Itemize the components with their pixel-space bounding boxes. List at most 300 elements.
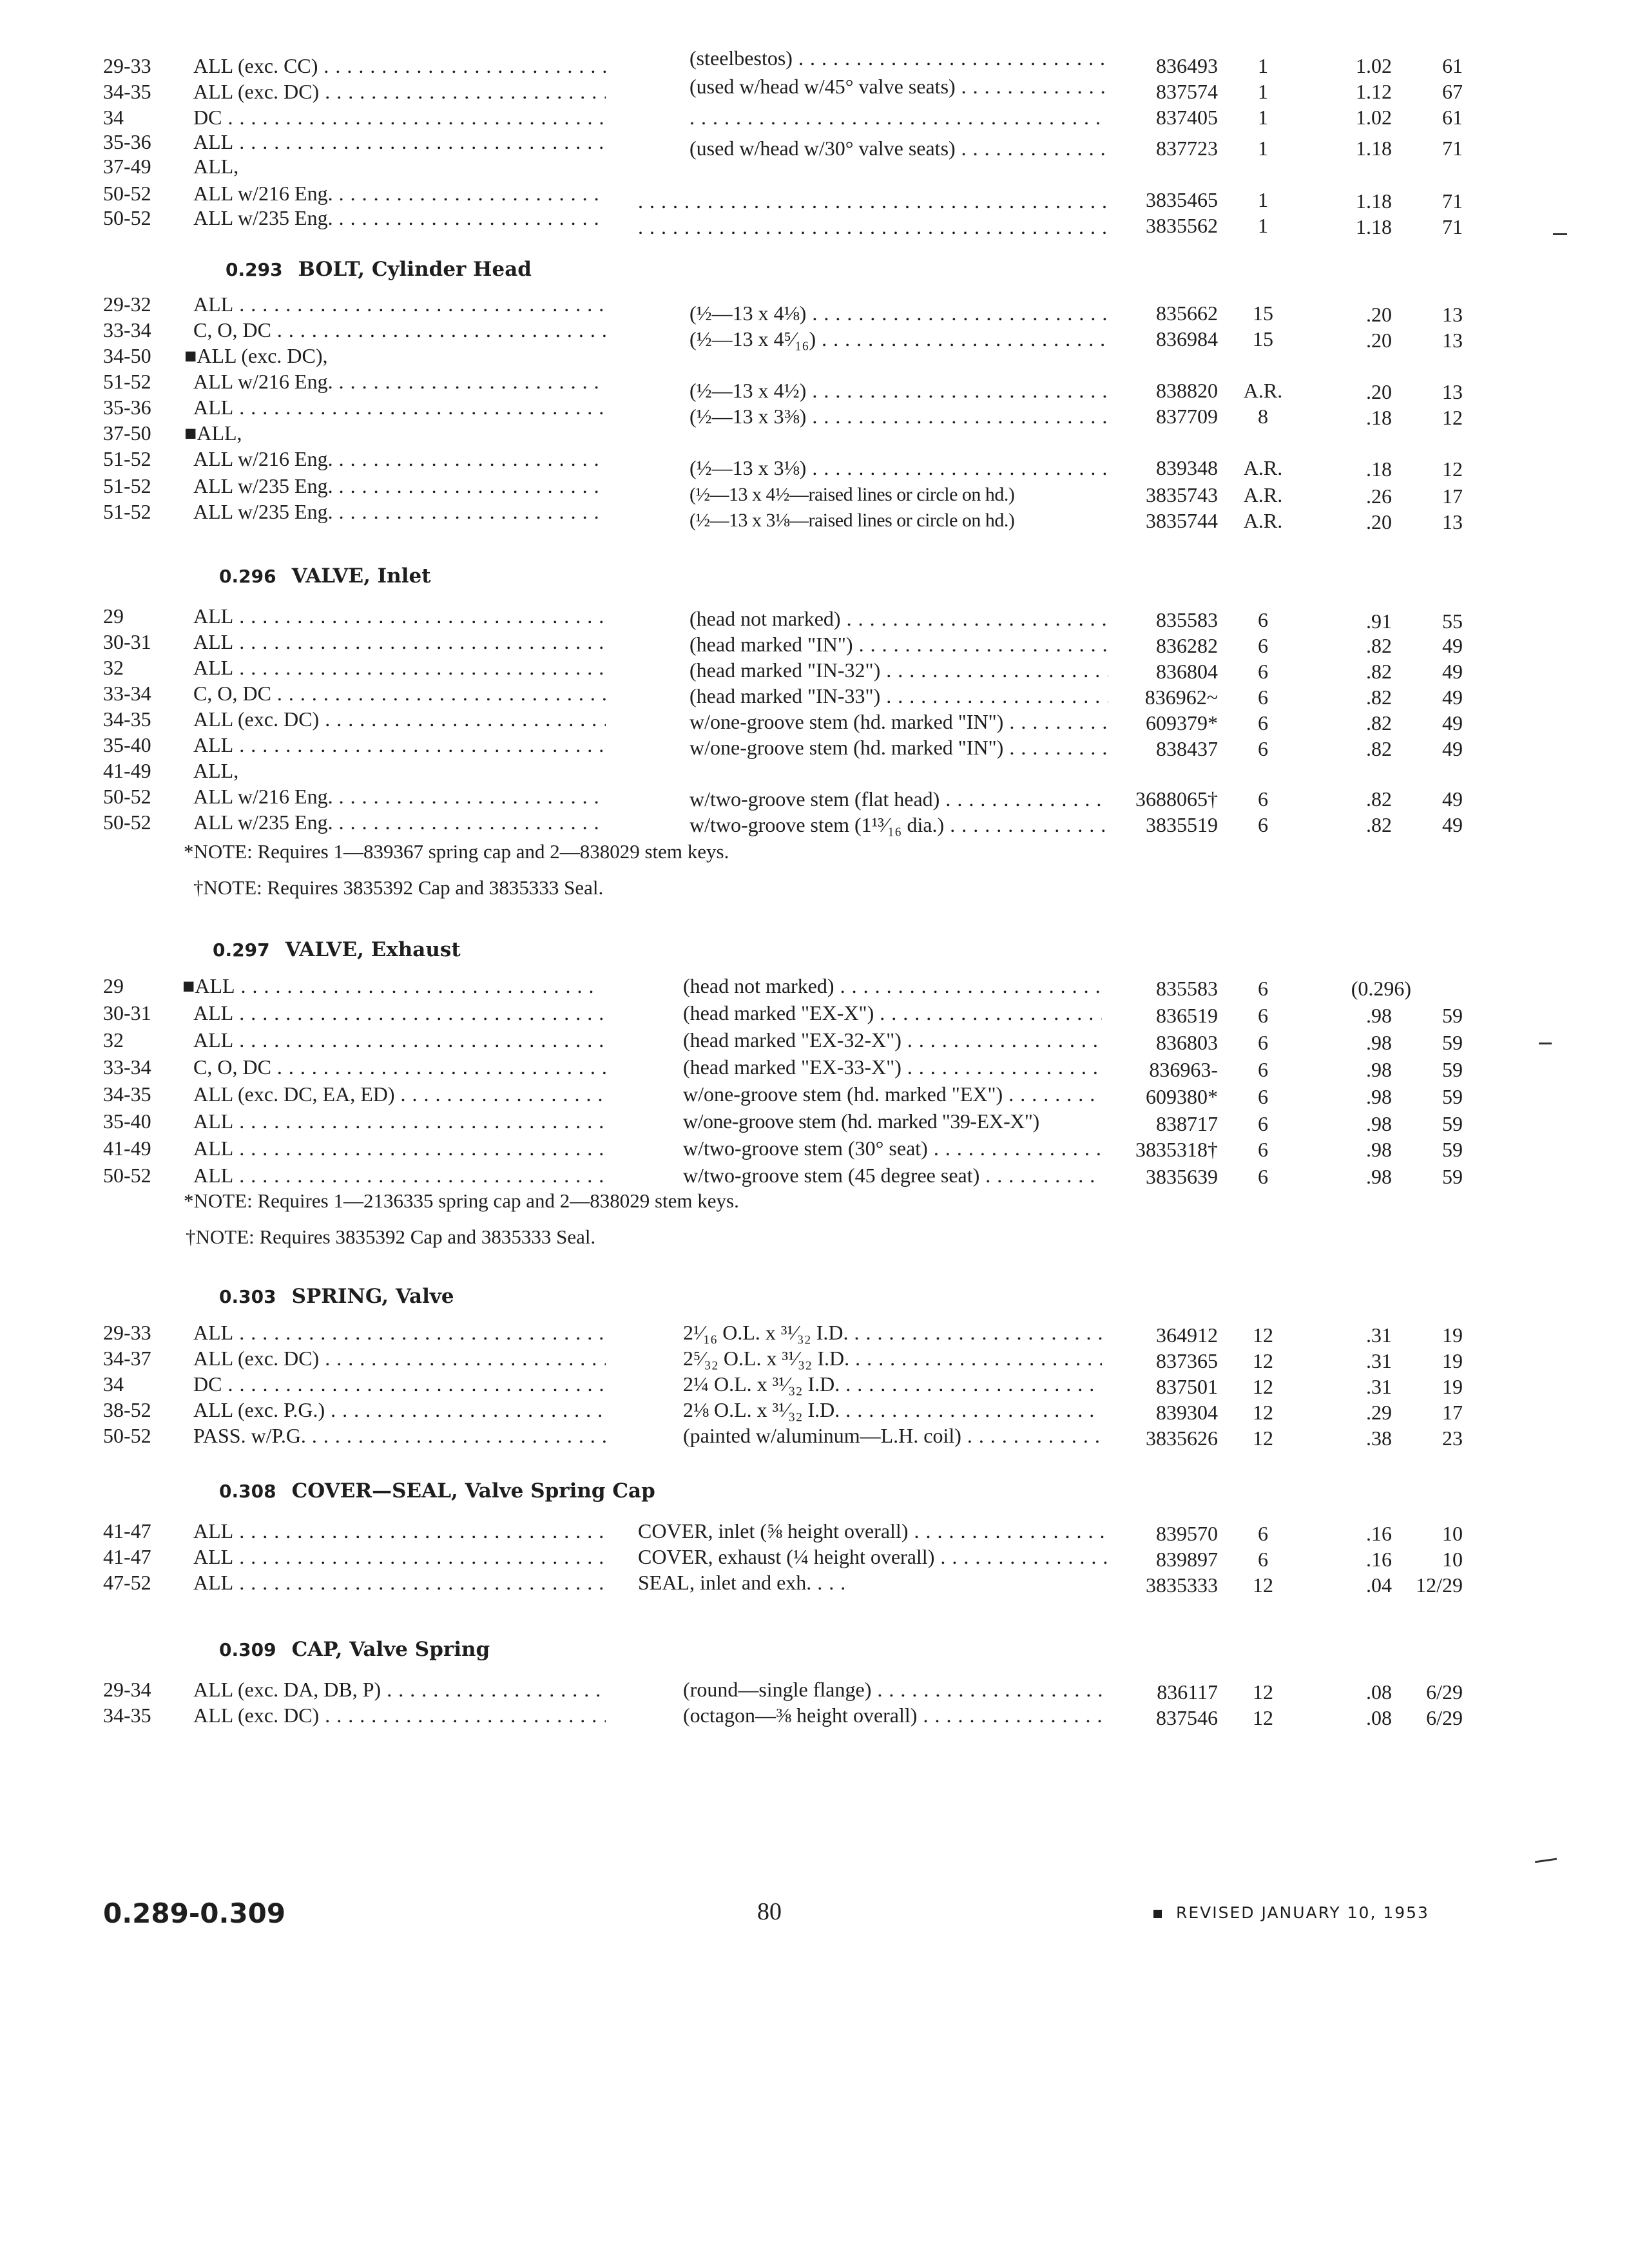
quantity: 6 [1258,686,1268,709]
models: ALL . . . [193,1544,606,1570]
models: ALL . . . [193,291,606,317]
section-number: 0.297 [213,939,270,961]
description: (½—13 x 3⅜) . . . [689,403,1108,429]
weight: 49 [1442,711,1463,735]
price: .18 [1366,457,1392,481]
price: .98 [1366,1031,1392,1054]
part-number: 609379* [1146,711,1218,735]
part-number: 836493 [1156,54,1218,77]
description: 2¼ O.L. x ³¹⁄₃₂ I.D. . . . [683,1371,1102,1397]
table-row [0,153,1629,179]
quantity: A.R. [1243,483,1283,506]
table-row [0,1570,1629,1595]
models: ALL w/216 Eng. . . . [193,783,606,809]
price: .82 [1366,711,1392,735]
section-title: SPRING, Valve [291,1285,454,1308]
models: C, O, DC . . . [193,1054,606,1080]
models: ALL . . . [193,1570,606,1595]
description: COVER, inlet (⅝ height overall) . . . [638,1518,1108,1544]
description: COVER, exhaust (¼ height overall) . . . [638,1544,1108,1570]
years: 38-52 [103,1398,151,1421]
years: 33-34 [103,1055,151,1079]
part-number: 839348 [1156,456,1218,479]
weight: 23 [1442,1427,1463,1450]
weight: 49 [1442,737,1463,760]
table-row [0,1371,1629,1397]
section-title: COVER—SEAL, Valve Spring Cap [291,1479,655,1503]
table-row [0,129,1629,160]
quantity: A.R. [1243,379,1283,402]
price: .20 [1366,380,1392,403]
years: 50-52 [103,1424,151,1447]
quantity: 12 [1253,1401,1273,1424]
description: (head marked "EX-33-X") . . . [683,1054,1102,1080]
weight: 13 [1442,329,1463,352]
models: DC . . . [193,104,606,130]
years: 37-49 [103,155,151,178]
price: .04 [1366,1573,1392,1597]
weight: 19 [1442,1375,1463,1398]
section-number: 0.296 [219,566,276,587]
description: (head not marked) . . . [689,606,1108,631]
description: w/two-groove stem (flat head) . . . [689,786,1108,812]
section-heading [219,1638,490,1661]
price: .82 [1366,686,1392,709]
description: (½—13 x 3⅛) . . . [689,455,1108,481]
weight: 6/29 [1426,1706,1463,1729]
years: 50-52 [103,1164,151,1187]
quantity: 6 [1258,1112,1268,1135]
models: ALL w/235 Eng. . . . [193,809,606,835]
models: ALL w/235 Eng. . . . [193,499,606,524]
weight: 59 [1442,1112,1463,1135]
years: 37-50 [103,421,151,445]
price: .82 [1366,737,1392,760]
models: ALL w/235 Eng. . . . [193,473,606,499]
description: (octagon—⅜ height overall) . . . [683,1702,1102,1728]
section-number: 0.303 [219,1286,276,1307]
table-row [0,75,1629,104]
years: 35-40 [103,733,151,756]
table-row [0,1108,1629,1134]
quantity: 6 [1258,660,1268,683]
weight: 59 [1442,1085,1463,1108]
table-row [0,1000,1629,1026]
part-number: 837405 [1156,106,1218,129]
years: 35-36 [103,396,151,419]
part-number: 839570 [1156,1522,1218,1545]
years: 41-47 [103,1519,151,1542]
part-number: 836519 [1156,1004,1218,1027]
models: ALL . . . [193,732,606,758]
part-number: 837365 [1156,1349,1218,1372]
description: (head marked "EX-X") . . . [683,1000,1102,1026]
quantity: 6 [1258,1058,1268,1081]
years: 30-31 [103,630,151,653]
years: 35-40 [103,1110,151,1133]
part-number: 835662 [1156,302,1218,325]
weight: 59 [1442,1165,1463,1188]
price: .29 [1366,1401,1392,1424]
quantity: 6 [1258,711,1268,735]
years: 29 [103,974,124,997]
models: ALL . . . [193,1518,606,1544]
description: (½—13 x 4⁵⁄₁₆) . . . [689,326,1108,352]
part-number: 837709 [1156,405,1218,428]
price: .82 [1366,787,1392,811]
weight: 49 [1442,634,1463,657]
quantity: 1 [1258,54,1268,77]
models: ALL . . . [193,1320,606,1345]
description [638,214,1108,240]
weight: 13 [1442,380,1463,403]
weight: 12/29 [1416,1573,1463,1597]
price: .20 [1366,329,1392,352]
quantity: 6 [1258,1548,1268,1571]
description: w/one-groove stem (hd. marked "EX") . . . [683,1081,1102,1107]
part-number: 836282 [1156,634,1218,657]
table-row [0,1135,1629,1161]
quantity: 6 [1258,608,1268,631]
section-title: VALVE, Exhaust [285,938,461,961]
table-row [0,1320,1629,1345]
part-number: 838717 [1156,1112,1218,1135]
table-row [0,446,1629,481]
price: .31 [1366,1323,1392,1347]
description: w/one-groove stem (hd. marked "IN") . . . [689,735,1108,760]
price: .20 [1366,510,1392,533]
part-number: 837574 [1156,80,1218,103]
models: ALL (exc. DC) . . . [193,1702,606,1728]
part-number: 837546 [1156,1706,1218,1729]
weight: 12 [1442,457,1463,481]
models: ALL (exc. DC, EA, ED) . . . [193,1081,606,1107]
models: PASS. w/P.G. . . . [193,1423,606,1448]
price: .98 [1366,1165,1392,1188]
description: (painted w/aluminum—L.H. coil) . . . [683,1423,1102,1448]
models: ALL . . . [193,1000,606,1026]
table-row [0,732,1629,758]
models: DC . . . [193,1371,606,1397]
section-number: 0.309 [219,1639,276,1660]
footnote: †NOTE: Requires 3835392 Cap and 3835333 Seal. [186,1225,596,1248]
weight: 59 [1442,1031,1463,1054]
weight: 19 [1442,1349,1463,1372]
part-number: 3835318† [1135,1138,1218,1161]
price: 1.18 [1356,189,1392,213]
weight: 71 [1442,137,1463,160]
table-row [0,369,1629,403]
models: ALL, [193,155,239,178]
description: w/one-groove stem (hd. marked "IN") . . . [689,709,1108,735]
section-number: 0.308 [219,1481,276,1502]
table-row [0,809,1629,835]
table-row [0,1544,1629,1570]
years: 34 [103,106,124,129]
description: SEAL, inlet and exh. . . . [638,1570,844,1595]
weight: 19 [1442,1323,1463,1347]
weight: 13 [1442,510,1463,533]
quantity: 12 [1253,1349,1273,1372]
years: 34 [103,1372,124,1396]
quantity: 6 [1258,1165,1268,1188]
part-number: 836984 [1156,327,1218,351]
description: 2⁵⁄₃₂ O.L. x ³¹⁄₃₂ I.D. . . . [683,1345,1102,1371]
table-row [0,973,1629,999]
part-number: 836803 [1156,1031,1218,1054]
description: (head marked "IN-32") . . . [689,657,1108,683]
quantity: 1 [1258,80,1268,103]
description: (head not marked) . . . [683,973,1102,999]
price: .82 [1366,634,1392,657]
years: 30-31 [103,1001,151,1024]
models: ALL (exc. DC) . . . [193,1345,606,1371]
description: (head marked "IN") . . . [689,631,1108,657]
weight: 49 [1442,787,1463,811]
years: 33-34 [103,682,151,705]
description: (head marked "IN-33") . . . [689,683,1108,709]
years: 50-52 [103,811,151,834]
table-row [0,680,1629,709]
description: w/one-groove stem (hd. marked "39-EX-X") [683,1110,1039,1133]
revision-date: REVISED JANUARY 10, 1953 [1176,1903,1429,1922]
description: (steelbestos) . . . [689,45,1108,71]
table-row [0,420,1629,446]
quantity: 8 [1258,405,1268,428]
scan-mark [1535,1858,1557,1863]
part-number: 836804 [1156,660,1218,683]
years: 32 [103,1028,124,1052]
part-number: 364912 [1156,1323,1218,1347]
years: 29-34 [103,1678,151,1701]
models: C, O, DC . . . [193,680,606,706]
part-number: 3688065† [1135,787,1218,811]
price: .98 [1366,1085,1392,1108]
models: ALL . . . [193,1108,606,1134]
part-number: 3835743 [1146,483,1218,506]
quantity: 15 [1253,327,1273,351]
price: .20 [1366,303,1392,326]
table-row [0,603,1629,633]
years: 50-52 [103,785,151,808]
years: 47-52 [103,1571,151,1594]
models: ALL . . . [193,129,606,155]
models: ALL w/216 Eng. . . . [193,446,606,472]
years: 50-52 [103,206,151,229]
quantity: 6 [1258,1522,1268,1545]
price: .82 [1366,813,1392,836]
weight: 67 [1442,80,1463,103]
price: .98 [1366,1112,1392,1135]
weight: 10 [1442,1522,1463,1545]
quantity: 6 [1258,1138,1268,1161]
models: ALL (exc. P.G.) . . . [193,1397,606,1423]
price: .08 [1366,1706,1392,1729]
page-range: 0.289-0.309 [103,1898,286,1929]
table-row [0,473,1629,508]
price: .26 [1366,485,1392,508]
table-row [0,758,1629,783]
price: .08 [1366,1680,1392,1704]
price: .98 [1366,1138,1392,1161]
part-number: 836963- [1149,1058,1218,1081]
quantity: 12 [1253,1323,1273,1347]
quantity: 1 [1258,188,1268,211]
table-row [0,1345,1629,1371]
section-number: 0.293 [226,259,283,280]
weight: 12 [1442,406,1463,429]
quantity: 1 [1258,106,1268,129]
quantity: A.R. [1243,509,1283,532]
weight: 49 [1442,686,1463,709]
quantity: 12 [1253,1573,1273,1597]
quantity: 6 [1258,634,1268,657]
models: ALL . . . [193,1027,606,1053]
scan-mark [1553,233,1567,235]
years: 51-52 [103,474,151,497]
revision-marker-icon [1153,1910,1162,1918]
table-row [0,317,1629,352]
section-heading [219,1285,454,1308]
description: (used w/head w/45° valve seats) . . . [689,73,1108,99]
description: (used w/head w/30° valve seats) . . . [689,135,1108,161]
years: 50-52 [103,182,151,205]
models: ALL . . . [193,1162,606,1188]
table-row [0,1027,1629,1053]
description: (head marked "EX-32-X") . . . [683,1027,1102,1053]
years: 32 [103,656,124,679]
description: w/two-groove stem (45 degree seat) . . . [683,1162,1102,1188]
years: 34-35 [103,1704,151,1727]
quantity: 1 [1258,137,1268,160]
part-number: 3835465 [1146,188,1218,211]
quantity: 6 [1258,787,1268,811]
quantity: 6 [1258,737,1268,760]
table-row [0,291,1629,326]
table-row [0,1677,1629,1702]
years: 34-50 [103,344,151,367]
table-row [0,706,1629,735]
models: ALL w/216 Eng. . . . [193,180,606,206]
table-row [0,205,1629,238]
models: ALL . . . [193,629,606,655]
part-number: 837501 [1156,1375,1218,1398]
table-row [0,629,1629,655]
years: 41-49 [103,1137,151,1160]
part-number: 835583 [1156,608,1218,631]
price: 1.18 [1356,137,1392,160]
weight: 59 [1442,1058,1463,1081]
part-number: 839897 [1156,1548,1218,1571]
quantity: 6 [1258,1085,1268,1108]
description: 2¹⁄₁₆ O.L. x ³¹⁄₃₂ I.D. . . . [683,1320,1102,1345]
quantity: 6 [1258,1031,1268,1054]
description: (½—13 x 4⅛) . . . [689,300,1108,326]
price: .18 [1366,406,1392,429]
description: (round—single flange) . . . [683,1677,1102,1702]
models: ALL . . . [193,603,606,629]
price: .82 [1366,660,1392,683]
price: .16 [1366,1548,1392,1571]
weight: 17 [1442,485,1463,508]
years: 35-36 [103,130,151,153]
years: 34-35 [103,1082,151,1106]
price: .98 [1366,1058,1392,1081]
models: ALL . . . [193,655,606,680]
footnote: †NOTE: Requires 3835392 Cap and 3835333 Seal. [193,876,604,899]
price: .16 [1366,1522,1392,1545]
weight: 59 [1442,1004,1463,1027]
price: .31 [1366,1375,1392,1398]
table-row [0,655,1629,683]
years: 34-37 [103,1347,151,1370]
footnote: *NOTE: Requires 1—2136335 spring cap and 2—838029 stem keys. [184,1189,739,1212]
price: .91 [1366,610,1392,633]
models: ALL (exc. DC) . . . [193,706,606,732]
section-heading [219,1479,655,1503]
price: 1.02 [1356,54,1392,77]
weight: 61 [1442,54,1463,77]
years: 34-35 [103,707,151,731]
quantity: 1 [1258,214,1268,237]
models: ALL (exc. DC) . . . [193,79,606,104]
years: 29-32 [103,293,151,316]
description: 2⅛ O.L. x ³¹⁄₃₂ I.D. . . . [683,1397,1102,1423]
table-row [0,343,1629,369]
models: C, O, DC . . . [193,317,606,343]
part-number: 3835626 [1146,1427,1218,1450]
weight: 49 [1442,660,1463,683]
models: ALL (exc. CC) . . . [193,53,606,79]
quantity: 6 [1258,977,1268,1000]
page-number: 80 [757,1898,782,1925]
quantity: 12 [1253,1427,1273,1450]
models: ALL, [193,759,239,782]
table-row [0,783,1629,809]
scan-mark [1539,1043,1552,1044]
weight: 13 [1442,303,1463,326]
years: 34-35 [103,80,151,103]
price: .98 [1366,1004,1392,1027]
price: 1.12 [1356,80,1392,103]
table-row [0,1423,1629,1448]
table-row [0,1702,1629,1728]
models: ALL (exc. DA, DB, P) . . . [193,1677,606,1702]
description [689,104,1108,130]
part-number: 3835333 [1146,1573,1218,1597]
years: 41-47 [103,1545,151,1568]
weight: 55 [1442,610,1463,633]
part-number: 3835744 [1146,509,1218,532]
table-row [0,1518,1629,1544]
table-row [0,394,1629,429]
part-number: 3835562 [1146,214,1218,237]
table-row [0,180,1629,213]
section-title: BOLT, Cylinder Head [298,258,532,281]
models: ■ALL (exc. DC), [184,344,328,367]
price: 1.02 [1356,106,1392,129]
price: .38 [1366,1427,1392,1450]
revision-note [1153,1903,1429,1922]
quantity: 12 [1253,1706,1273,1729]
quantity: 15 [1253,302,1273,325]
part-number: 3835639 [1146,1165,1218,1188]
table-row [0,1397,1629,1423]
part-number: 609380* [1146,1085,1218,1108]
part-number: 3835519 [1146,813,1218,836]
price: (0.296) [1351,977,1411,1000]
weight: 71 [1442,189,1463,213]
